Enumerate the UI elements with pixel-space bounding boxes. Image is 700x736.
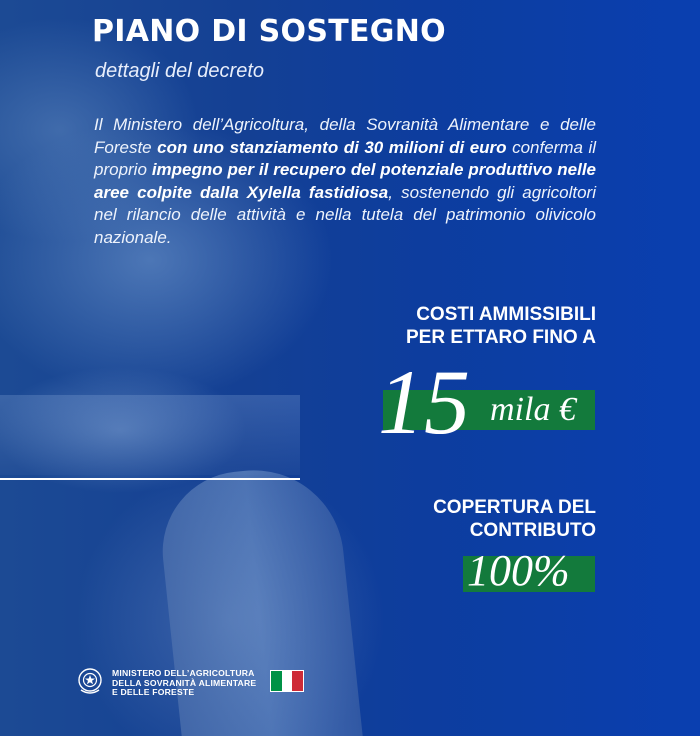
- costi-heading-line1: COSTI AMMISSIBILI: [416, 304, 596, 325]
- flag-green-stripe: [271, 671, 282, 691]
- copertura-heading: [433, 496, 596, 542]
- costi-value-unit: mila €: [490, 391, 576, 428]
- republic-emblem-icon: [76, 666, 104, 696]
- copertura-heading-line1: COPERTURA DEL: [433, 497, 596, 518]
- intro-text-2: conferma il proprio: [94, 137, 597, 179]
- costi-value-number: 15: [378, 351, 470, 453]
- background-olive-grove: [0, 395, 300, 475]
- costi-heading: [406, 303, 596, 349]
- intro-paragraph: [94, 114, 596, 249]
- intro-text-3: , sostenendo gli agricoltori nel rilancio delle attività e nella tutela del patrimonio olivicolo nazionale.: [94, 182, 596, 247]
- intro-bold-2: impegno per il recupero del potenziale produttivo nelle aree colpite dalla Xylella fastidiosa: [94, 160, 596, 202]
- italian-flag-icon: [270, 670, 304, 692]
- copertura-heading-line2: CONTRIBUTO: [469, 520, 596, 541]
- page-subtitle: dettagli del decreto: [95, 60, 265, 82]
- costi-heading-line2: PER ETTARO FINO A: [406, 327, 596, 348]
- flag-red-stripe: [292, 671, 303, 691]
- flag-white-stripe: [282, 671, 293, 691]
- ministry-name-line3: E DELLE FORESTE: [112, 687, 195, 698]
- costi-value-block: [378, 351, 596, 453]
- copertura-value: 100%: [467, 546, 570, 595]
- page-title: PIANO DI SOSTEGNO: [92, 14, 446, 49]
- divider-line: [0, 478, 300, 480]
- ministry-name-line1: MINISTERO DELL’AGRICOLTURA: [112, 668, 255, 678]
- intro-text-1: Il Ministero dell’Agricoltura, della Sovranità Alimentare e delle Foreste: [94, 115, 596, 157]
- ministry-name-line2: DELLA SOVRANITÀ ALIMENTARE: [112, 677, 257, 688]
- ministry-name: [112, 669, 256, 698]
- intro-bold-1: con uno stanziamento di 30 milioni di euro: [157, 137, 507, 157]
- copertura-value-block: [463, 548, 595, 594]
